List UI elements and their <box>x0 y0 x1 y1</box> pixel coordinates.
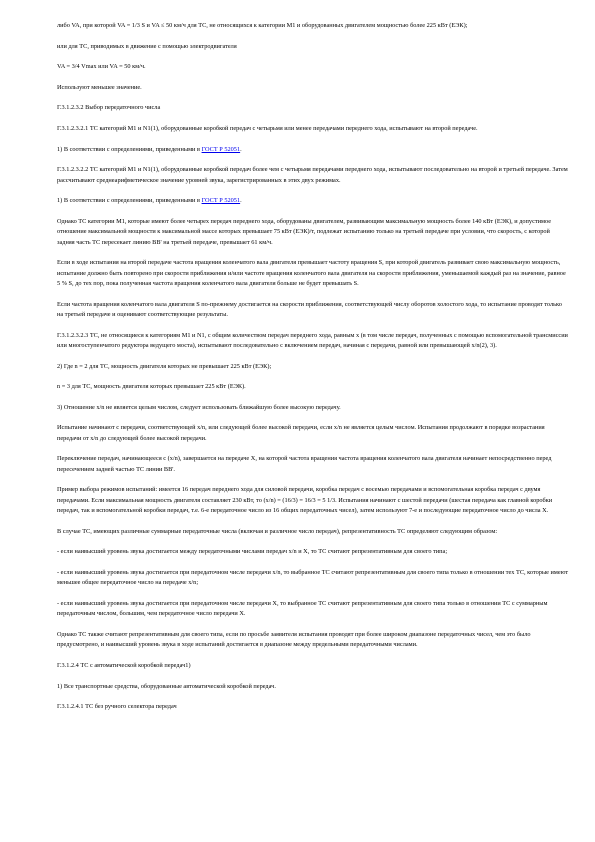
document-paragraph <box>57 300 569 321</box>
document-paragraph <box>57 362 569 372</box>
paragraph-text: Однако ТС также считают репрезентативным для своего типа, если по просьбе заявителя испытания проводят при более широком диапазоне передаточных чисел, чем это было предусмотрено, и наивысший уровень звука в ходе испытаний достигается в диапазоне между предельными передаточными числами. <box>57 630 531 649</box>
document-paragraph <box>57 196 569 206</box>
document-paragraph <box>57 527 569 537</box>
document-paragraph <box>57 682 569 692</box>
document-paragraph <box>57 661 569 671</box>
paragraph-text: 1) В соответствии с определениями, приведенными в <box>57 197 202 205</box>
paragraph-text: VA = 3/4 Vmax или VA = 50 км/ч. <box>57 63 146 71</box>
document-paragraph <box>57 217 569 248</box>
paragraph-text: - если наивысший уровень звука достигается при передаточном числе передачи x/n, то выбранное ТС считают репрезентативным для своего типа только в отношении тех ТС, которые имеют меньшее общее передаточное число на передаче x/n; <box>57 568 569 587</box>
paragraph-text: либо VA, при которой VA = 1/3 S и VA ≤ 50 км/ч для ТС, не относящихся к категории M1 и оборудованных двигателем мощностью более 225 кВт (ЕЭК); <box>57 22 468 29</box>
paragraph-text: Г.3.1.2.4 ТС с автоматической коробкой передач1) <box>57 661 191 669</box>
paragraph-text: . <box>240 197 242 205</box>
document-paragraph <box>57 103 569 113</box>
paragraph-text: Г.3.1.2.3.2.1 ТС категорий M1 и N1(1), оборудованные коробкой передач с четырьмя или менее передачами переднего хода, испытывают на второй передаче. <box>57 124 478 132</box>
document-paragraph <box>57 702 569 712</box>
document-paragraph <box>57 485 569 516</box>
paragraph-text: 1) Все транспортные средства, оборудованные автоматической коробкой передач. <box>57 682 276 690</box>
paragraph-text: 2) Где n = 2 для ТС, мощность двигателя которых не превышает 225 кВт (ЕЭК); <box>57 362 272 370</box>
paragraph-text: . <box>240 145 242 153</box>
document-paragraph <box>57 165 569 186</box>
document-paragraph <box>57 145 569 155</box>
paragraph-text: Г.3.1.2.3.2.3 ТС, не относящиеся к категориям M1 и N1, с общим количеством передач переднего хода, равным x (в том числе передач, полученных с помощью вспомогательной трансмиссии или многоступенчатого редуктора ведущего моста), испытывают последовательно с включением передач, начиная с передачи, равной или превышающей x/n(2), 3). <box>57 331 568 349</box>
document-paragraph <box>57 403 569 413</box>
document-paragraph <box>57 83 569 93</box>
document-paragraph <box>57 599 569 620</box>
paragraph-text: 1) В соответствии с определениями, приведенными в <box>57 145 202 153</box>
document-paragraph <box>57 21 569 31</box>
document-page <box>57 21 569 723</box>
paragraph-text: - если наивысший уровень звука достигается при передаточном числе передачи X, то выбранное ТС считают репрезентативным для своего типа только в отношении ТС с суммарным передаточным числом, большим, чем передаточное число передачи X. <box>57 599 548 618</box>
gost-link[interactable]: ГОСТ Р 52051 <box>201 145 241 153</box>
paragraph-text: Испытание начинают с передачи, соответствующей x/n, или следующей более высокой передачи, если x/n не является целым числом. Испытания продолжают в порядке возрастания передачи от x/n до следующей более высокой передачи. <box>57 424 545 442</box>
paragraph-text: n = 3 для ТС, мощность двигателя которых превышает 225 кВт (ЕЭК). <box>57 383 246 391</box>
document-paragraph <box>57 382 569 392</box>
document-paragraph <box>57 454 569 475</box>
document-paragraph <box>57 547 569 557</box>
document-paragraph <box>57 331 569 352</box>
document-paragraph <box>57 423 569 444</box>
paragraph-text: или для ТС, приводимых в движение с помощью электродвигателя <box>57 42 237 50</box>
paragraph-text: - если наивысший уровень звука достигается между передаточными числами передач x/n и X, то ТС считают репрезентативным для своего типа; <box>57 548 448 556</box>
paragraph-text: Если в ходе испытания на второй передаче частота вращения коленчатого вала двигателя превышает частоту вращения S, при которой двигатель развивает свою максимальную мощность, испытание должно быть повторено при скорости приближения и/или частоте вращения коленчатого вала двигателя на скорости приближения, уменьшаемой каждый раз на значение, равное 5 % S, до тех пор, пока полученная частота вращения коленчатого вала двигателя больше не будет превышать S. <box>57 259 566 287</box>
paragraph-text: Используют меньшее значение. <box>57 83 142 91</box>
paragraph-text: Переключение передач, начинающееся с (x/n), завершается на передаче X, на которой частота вращения частота вращения коленчатого вала двигателя начинает непосредственно перед пересечением задней частью ТС линии BB'. <box>57 455 552 473</box>
paragraph-text: Пример выбора режимов испытаний: имеется 16 передач переднего хода для силовой передачи, коробка передач с восемью передачами и вспомогательная коробка передач с двумя передачами. Если максимальная мощность двигателя составляет 230 кВт, то (x/n) = (16/3) = 16/3 = 5 1/3. Испытания начинают с шестой передачи (шестая передача как главной коробки передач, так и вспомогательной коробки передач, т.е. 6-е передаточное число из 16 общих передаточных чисел), затем используют 7-е и последующие передаточное число до числа X. <box>57 486 553 515</box>
gost-link[interactable]: ГОСТ Р 52051 <box>201 197 241 205</box>
document-paragraph <box>57 258 569 289</box>
paragraph-text: Г.3.1.2.3.2.2 ТС категорий M1 и N1(1), оборудованные коробкой передач более чем с четырьмя передачами переднего хода, испытывают последовательно на второй и третьей передаче. Затем рассчитывают среднеарифметическое значение уровней звука, зарегистрированных в этих двух режимах. <box>57 166 568 184</box>
paragraph-text: Если частота вращения коленчатого вала двигателя S по-прежнему достигается на скорости приближения, соответствующей числу оборотов холостого хода, то испытание проводят только на третьей передаче и оценивают соответствующие результаты. <box>57 300 562 318</box>
paragraph-text: Однако ТС категории M1, которые имеют более четырех передач переднего хода, оборудованы двигателем, развивающим максимальную мощность более 140 кВт (ЕЭК), и допустимое отношение максимальной мощности к максимальной массе которых превышает 75 кВт (ЕЭК)/т, подлежат испытанию только на третьей передаче при условии, что скорость, с которой задняя часть ТС пересекает линию BB' на третьей передаче, превышает 61 км/ч. <box>57 217 552 246</box>
document-paragraph <box>57 124 569 134</box>
document-paragraph <box>57 62 569 72</box>
paragraph-text: В случае ТС, имеющих различные суммарные передаточные числа (включая и различное число передач), репрезентативность ТС определяют следующим образом: <box>57 527 498 535</box>
document-paragraph <box>57 568 569 589</box>
paragraph-text: Г.3.1.2.3.2 Выбор передаточного числа <box>57 104 161 112</box>
paragraph-text: Г.3.1.2.4.1 ТС без ручного селектора передач <box>57 703 177 711</box>
document-paragraph <box>57 42 569 52</box>
document-paragraph <box>57 630 569 651</box>
paragraph-text: 3) Отношение x/n не является целым числом, следует использовать ближайшую более высокую передачу. <box>57 403 341 411</box>
